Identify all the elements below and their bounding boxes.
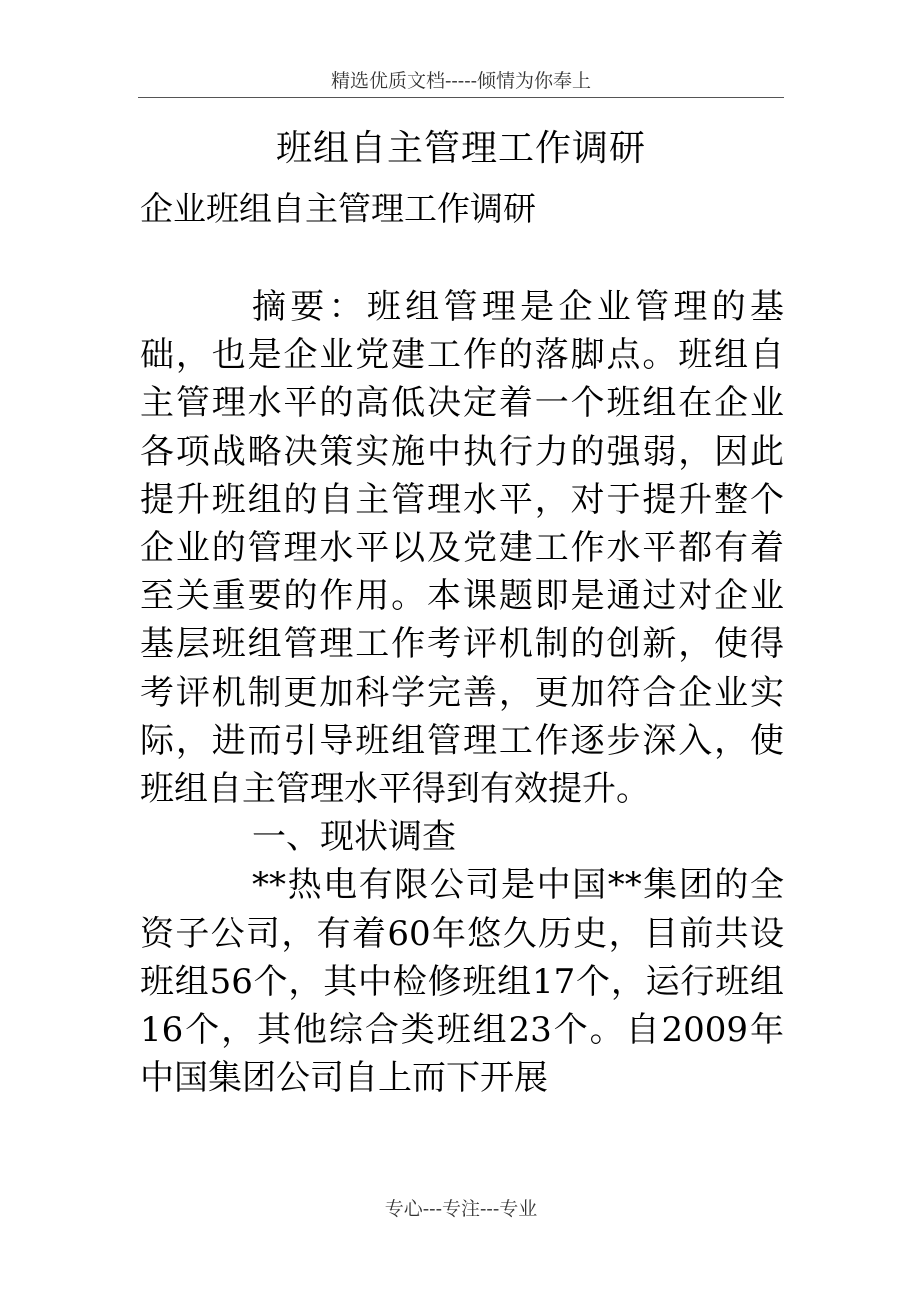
page-footer: 专心---专注---专业 — [384, 1198, 538, 1220]
document-title: 班组自主管理工作调研 — [275, 128, 646, 169]
abstract-paragraph: 摘要：班组管理是企业管理的基础，也是企业党建工作的落脚点。班组自主管理水平的高低决定着一个班组在企业各项战略决策实施中执行力的强弱，因此提升班组的自主管理水平，对于提升整个企业的管理水平以及党建工作水平都有着至关重要的作用。本课题即是通过对企业基层班组管理工作考评机制的创新，使得考评机制更加科学完善，更加符合企业实际，进而引导班组管理工作逐步深入，使班组自主管理水平得到有效提升。 — [140, 287, 784, 810]
body-paragraph: **热电有限公司是中国**集团的全资子公司，有着60年悠久历史，目前共设班组56个，其中检修班组17个，运行班组16个，其他综合类班组23个。自2009年中国集团公司自上而下开展 — [140, 865, 784, 1099]
header-divider — [138, 97, 784, 98]
section-heading-status-survey: 一、现状调查 — [252, 817, 456, 858]
page-header: 精选优质文档-----倾情为你奉上 — [330, 70, 592, 92]
document-body — [140, 283, 784, 1102]
document-subtitle: 企业班组自主管理工作调研 — [140, 189, 536, 228]
